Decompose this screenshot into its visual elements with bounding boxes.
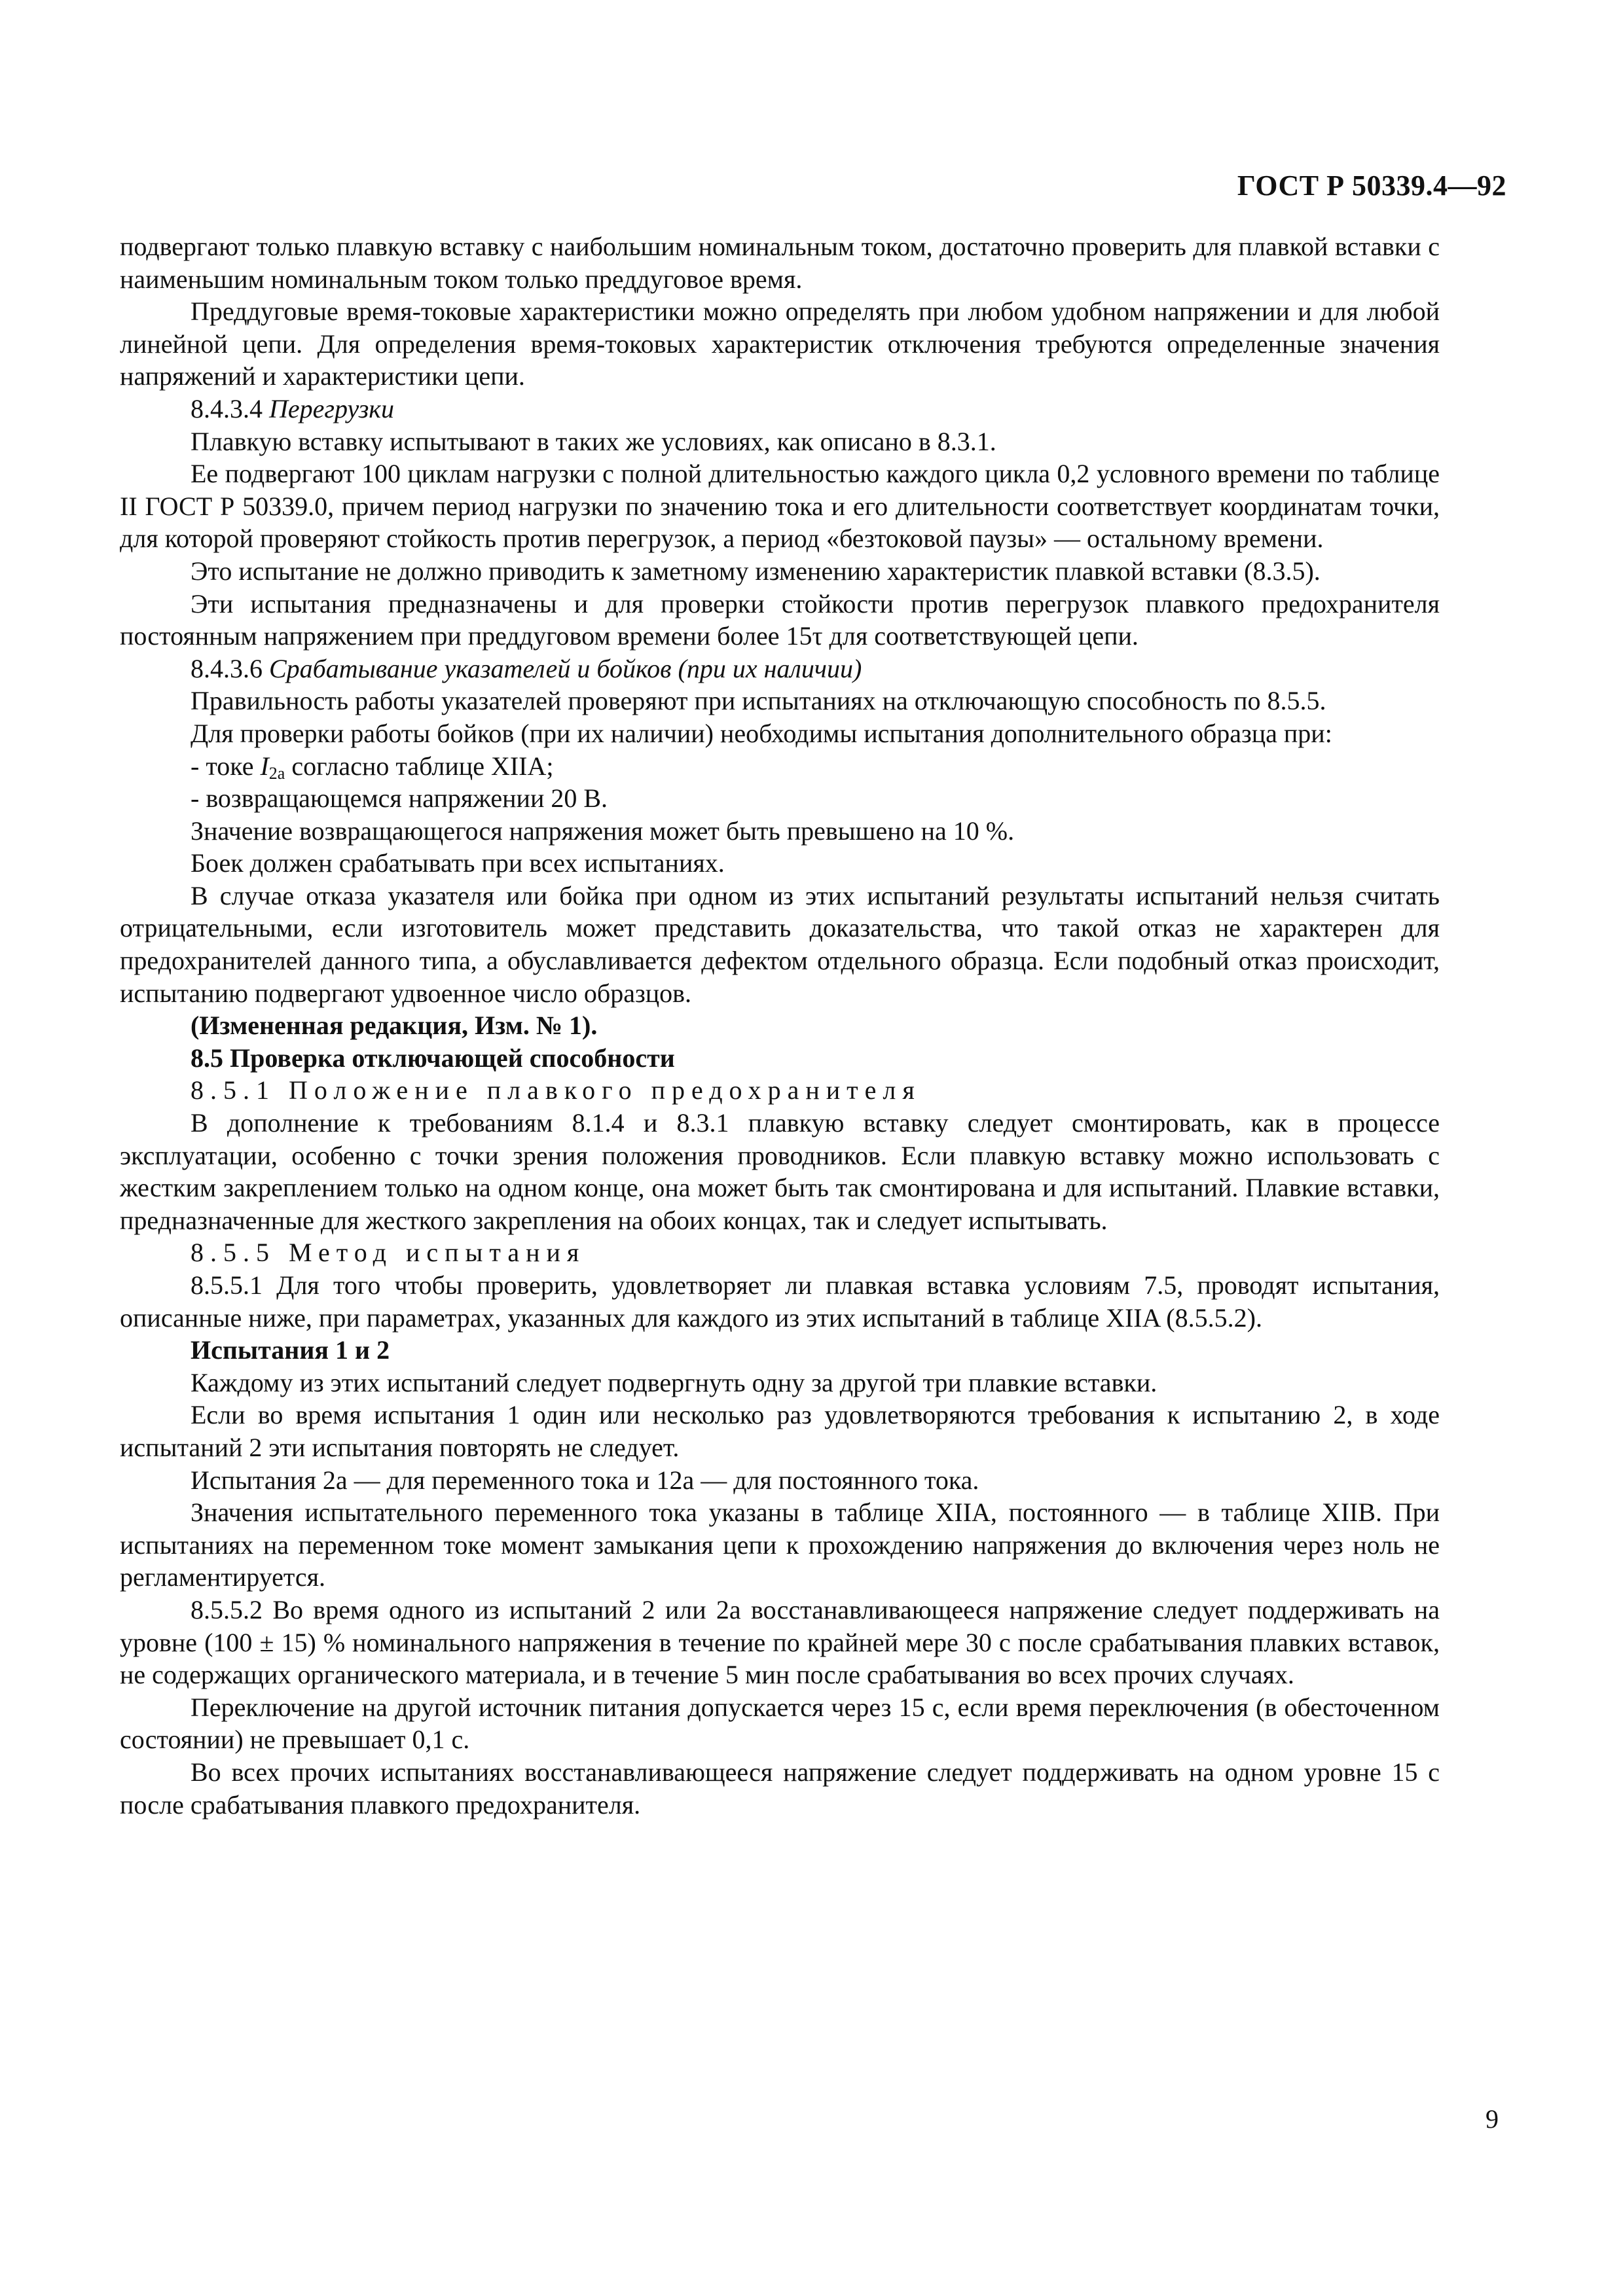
paragraph: Для проверки работы бойков (при их наличии) необходимы испытания дополнительного образца при: [191, 718, 1332, 748]
paragraph: Преддуговые время-токовые характеристики можно определять при любом удобном напряжении и для любой линейной цепи. Для определения время-токовых характеристик отключения требуются определенные значения напряжений и характеристики цепи. [120, 296, 1440, 391]
paragraph: Эти испытания предназначены и для проверки стойкости против перегрузок плавкого предохранителя постоянным напряжением при преддуговом времени более 15τ для соответствующей цепи. [120, 588, 1440, 651]
section-number: 8.4.3.6 [191, 653, 263, 683]
subsection-heading-8-5-1: 8.5.1 Положение плавкого предохранителя [191, 1075, 921, 1105]
paragraph: Переключение на другой источник питания допускается через 15 с, если время переключения (в обесточенном состоянии) не превышает 0,1 с. [120, 1692, 1440, 1755]
paragraph: Ее подвергают 100 циклам нагрузки с полной длительностью каждого цикла 0,2 условного времени по таблице II ГОСТ Р 50339.0, причем период нагрузки по значению тока и его длительности соответствует координатам точки, для которой проверяют стойкость против перегрузок, а период «безтоковой паузы» — остальному времени. [120, 459, 1440, 554]
paragraph: 8.5.5.1 Для того чтобы проверить, удовлетворяет ли плавкая вставка условиям 7.5, проводят испытания, описанные ниже, при параметрах, указанных для каждого из этих испытаний в таблице XIIA (8.5.5.2). [120, 1270, 1440, 1333]
page-header-standard: ГОСТ Р 50339.4—92 [1237, 170, 1506, 202]
paragraph: Испытания 2а — для переменного тока и 12а — для постоянного тока. [191, 1465, 979, 1495]
paragraph: Это испытание не должно приводить к заметному изменению характеристик плавкой вставки (8.3.5). [191, 556, 1321, 586]
list-item: - возвращающемся напряжении 20 В. [191, 783, 608, 814]
section-number: 8.4.3.4 [191, 393, 263, 423]
section-title: Срабатывание указателей и бойков (при их наличии) [269, 653, 862, 683]
current-symbol: I [260, 751, 269, 781]
paragraph: 8.5.5.2 Во время одного из испытаний 2 или 2а восстанавливающееся напряжение следует поддерживать на уровне (100 ± 15) % номинального напряжения в течение по крайней мере 30 с после срабатывания плавких вставок, не содержащих органического материала, и в течение 5 мин после срабатывания во всех прочих случаях. [120, 1594, 1440, 1690]
paragraph: Правильность работы указателей проверяют при испытаниях на отключающую способность по 8.5.5. [191, 686, 1326, 716]
document-body [120, 230, 1440, 1821]
paragraph: Плавкую вставку испытывают в таких же условиях, как описано в 8.3.1. [191, 426, 996, 456]
paragraph: Каждому из этих испытаний следует подвергнуть одну за другой три плавкие вставки. [191, 1367, 1158, 1397]
subsection-heading-8-5-5: 8.5.5 Метод испытания [191, 1238, 586, 1268]
section-title: Перегрузки [269, 393, 395, 423]
paragraph: подвергают только плавкую вставку с наибольшим номинальным током, достаточно проверить для плавкой вставки с наименьшим номинальным током только преддуговое время. [120, 232, 1440, 294]
section-heading-8-5: 8.5 Проверка отключающей способности [191, 1043, 675, 1073]
amendment-note: (Измененная редакция, Изм. № 1). [191, 1011, 598, 1041]
list-item: - токе $I_{2a}$ согласно таблице XIIA; [191, 751, 554, 783]
paragraph: Боек должен срабатывать при всех испытаниях. [191, 848, 725, 878]
section-heading-8-4-3-4 [120, 393, 1440, 425]
paragraph: Если во время испытания 1 один или несколько раз удовлетворяются требования к испытанию 2, в ходе испытаний 2 эти испытания повторять не следует. [120, 1400, 1440, 1462]
paragraph: Во всех прочих испытаниях восстанавливающееся напряжение следует поддерживать на одном уровне 15 с после срабатывания плавкого предохранителя. [120, 1757, 1440, 1820]
current-subscript: 2a [268, 763, 285, 783]
tests-heading: Испытания 1 и 2 [191, 1335, 390, 1365]
paragraph: Значения испытательного переменного тока указаны в таблице XIIA, постоянного — в таблице XIIB. При испытаниях на переменном токе момент замыкания цепи к прохождению напряжения до включения через ноль не регламентируется. [120, 1498, 1440, 1592]
paragraph: В случае отказа указателя или бойка при одном из этих испытаний результаты испытаний нельзя считать отрицательными, если изготовитель может представить доказательства, что такой отказ не характерен для предохранителей данного типа, а обуславливается дефектом отдельного образца. Если подобный отказ происходит, испытанию подвергают удвоенное число образцов. [120, 880, 1440, 1008]
section-heading-8-4-3-6 [120, 653, 1440, 685]
paragraph: В дополнение к требованиям 8.1.4 и 8.3.1 плавкую вставку следует смонтировать, как в процессе эксплуатации, особенно с точки зрения положения проводников. Если плавкую вставку можно использовать с жестким закреплением только на одном конце, она может быть так смонтирована и для испытаний. Плавкие вставки, предназначенные для жесткого закрепления на обоих концах, так и следует испытывать. [120, 1108, 1440, 1235]
paragraph: Значение возвращающегося напряжения может быть превышено на 10 %. [191, 816, 1015, 846]
page-number: 9 [1486, 2104, 1499, 2134]
